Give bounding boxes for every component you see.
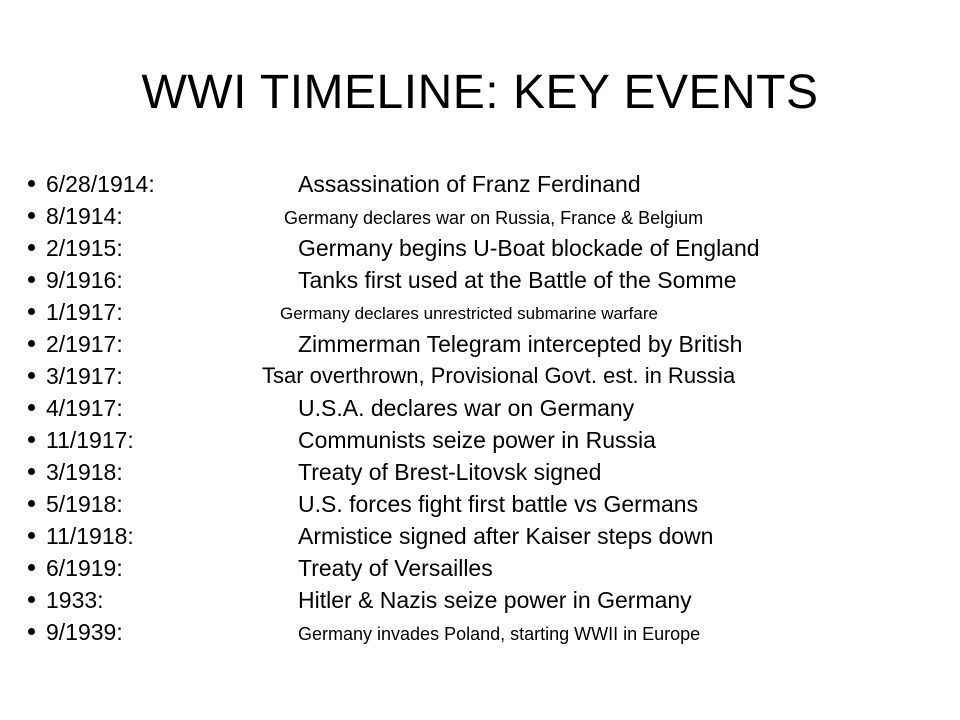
bullet-icon (28, 340, 35, 347)
list-item (28, 488, 948, 520)
timeline-list (28, 168, 948, 648)
event-date: 1/1917: (46, 299, 123, 325)
event-date: 1933: (46, 587, 104, 613)
list-item (28, 616, 948, 648)
list-item (28, 360, 948, 392)
bullet-icon (28, 596, 35, 603)
bullet-icon (28, 180, 35, 187)
bullet-icon (28, 500, 35, 507)
list-item (28, 232, 948, 264)
list-item (28, 264, 948, 296)
list-item (28, 456, 948, 488)
list-item (28, 200, 948, 232)
event-date: 9/1939: (46, 619, 123, 645)
event-date: 6/1919: (46, 555, 123, 581)
event-text: Tsar overthrown, Provisional Govt. est. in Russia (262, 363, 736, 388)
bullet-icon (28, 532, 35, 539)
event-date: 9/1916: (46, 267, 123, 293)
event-date: 6/28/1914: (46, 171, 155, 197)
list-item (28, 392, 948, 424)
event-date: 4/1917: (46, 395, 123, 421)
event-text: Germany declares unrestricted submarine warfare (280, 304, 658, 323)
list-item (28, 328, 948, 360)
bullet-icon (28, 212, 35, 219)
bullet-icon (28, 372, 35, 379)
event-date: 2/1917: (46, 331, 123, 357)
event-date: 8/1914: (46, 203, 123, 229)
bullet-icon (28, 468, 35, 475)
bullet-icon (28, 436, 35, 443)
event-text: Hitler & Nazis seize power in Germany (298, 587, 692, 613)
event-date: 11/1917: (46, 427, 134, 453)
event-text: Assassination of Franz Ferdinand (298, 171, 641, 197)
event-text: Germany begins U-Boat blockade of England (298, 235, 760, 261)
bullet-icon (28, 404, 35, 411)
bullet-icon (28, 308, 35, 315)
list-item (28, 584, 948, 616)
event-text: Tanks first used at the Battle of the Somme (298, 267, 737, 293)
event-text: Treaty of Versailles (298, 555, 493, 581)
slide-title: WWI TIMELINE: KEY EVENTS (141, 66, 819, 119)
bullet-icon (28, 628, 35, 635)
list-item (28, 552, 948, 584)
event-text: Germany declares war on Russia, France & Belgium (284, 208, 704, 228)
event-date: 2/1915: (46, 235, 123, 261)
event-date: 5/1918: (46, 491, 123, 517)
list-item (28, 520, 948, 552)
event-text: Zimmerman Telegram intercepted by British (298, 331, 743, 357)
event-text: Treaty of Brest-Litovsk signed (298, 459, 602, 485)
event-date: 11/1918: (46, 523, 134, 549)
bullet-icon (28, 276, 35, 283)
list-item (28, 296, 948, 328)
event-text: Germany invades Poland, starting WWII in Europe (298, 624, 701, 644)
event-text: U.S. forces fight first battle vs Germans (298, 491, 699, 517)
event-date: 3/1918: (46, 459, 123, 485)
list-item (28, 424, 948, 456)
event-text: Communists seize power in Russia (298, 427, 656, 453)
event-date: 3/1917: (46, 363, 123, 389)
bullet-icon (28, 244, 35, 251)
list-item (28, 168, 948, 200)
event-text: U.S.A. declares war on Germany (298, 395, 635, 421)
bullet-icon (28, 564, 35, 571)
event-text: Armistice signed after Kaiser steps down (298, 523, 714, 549)
